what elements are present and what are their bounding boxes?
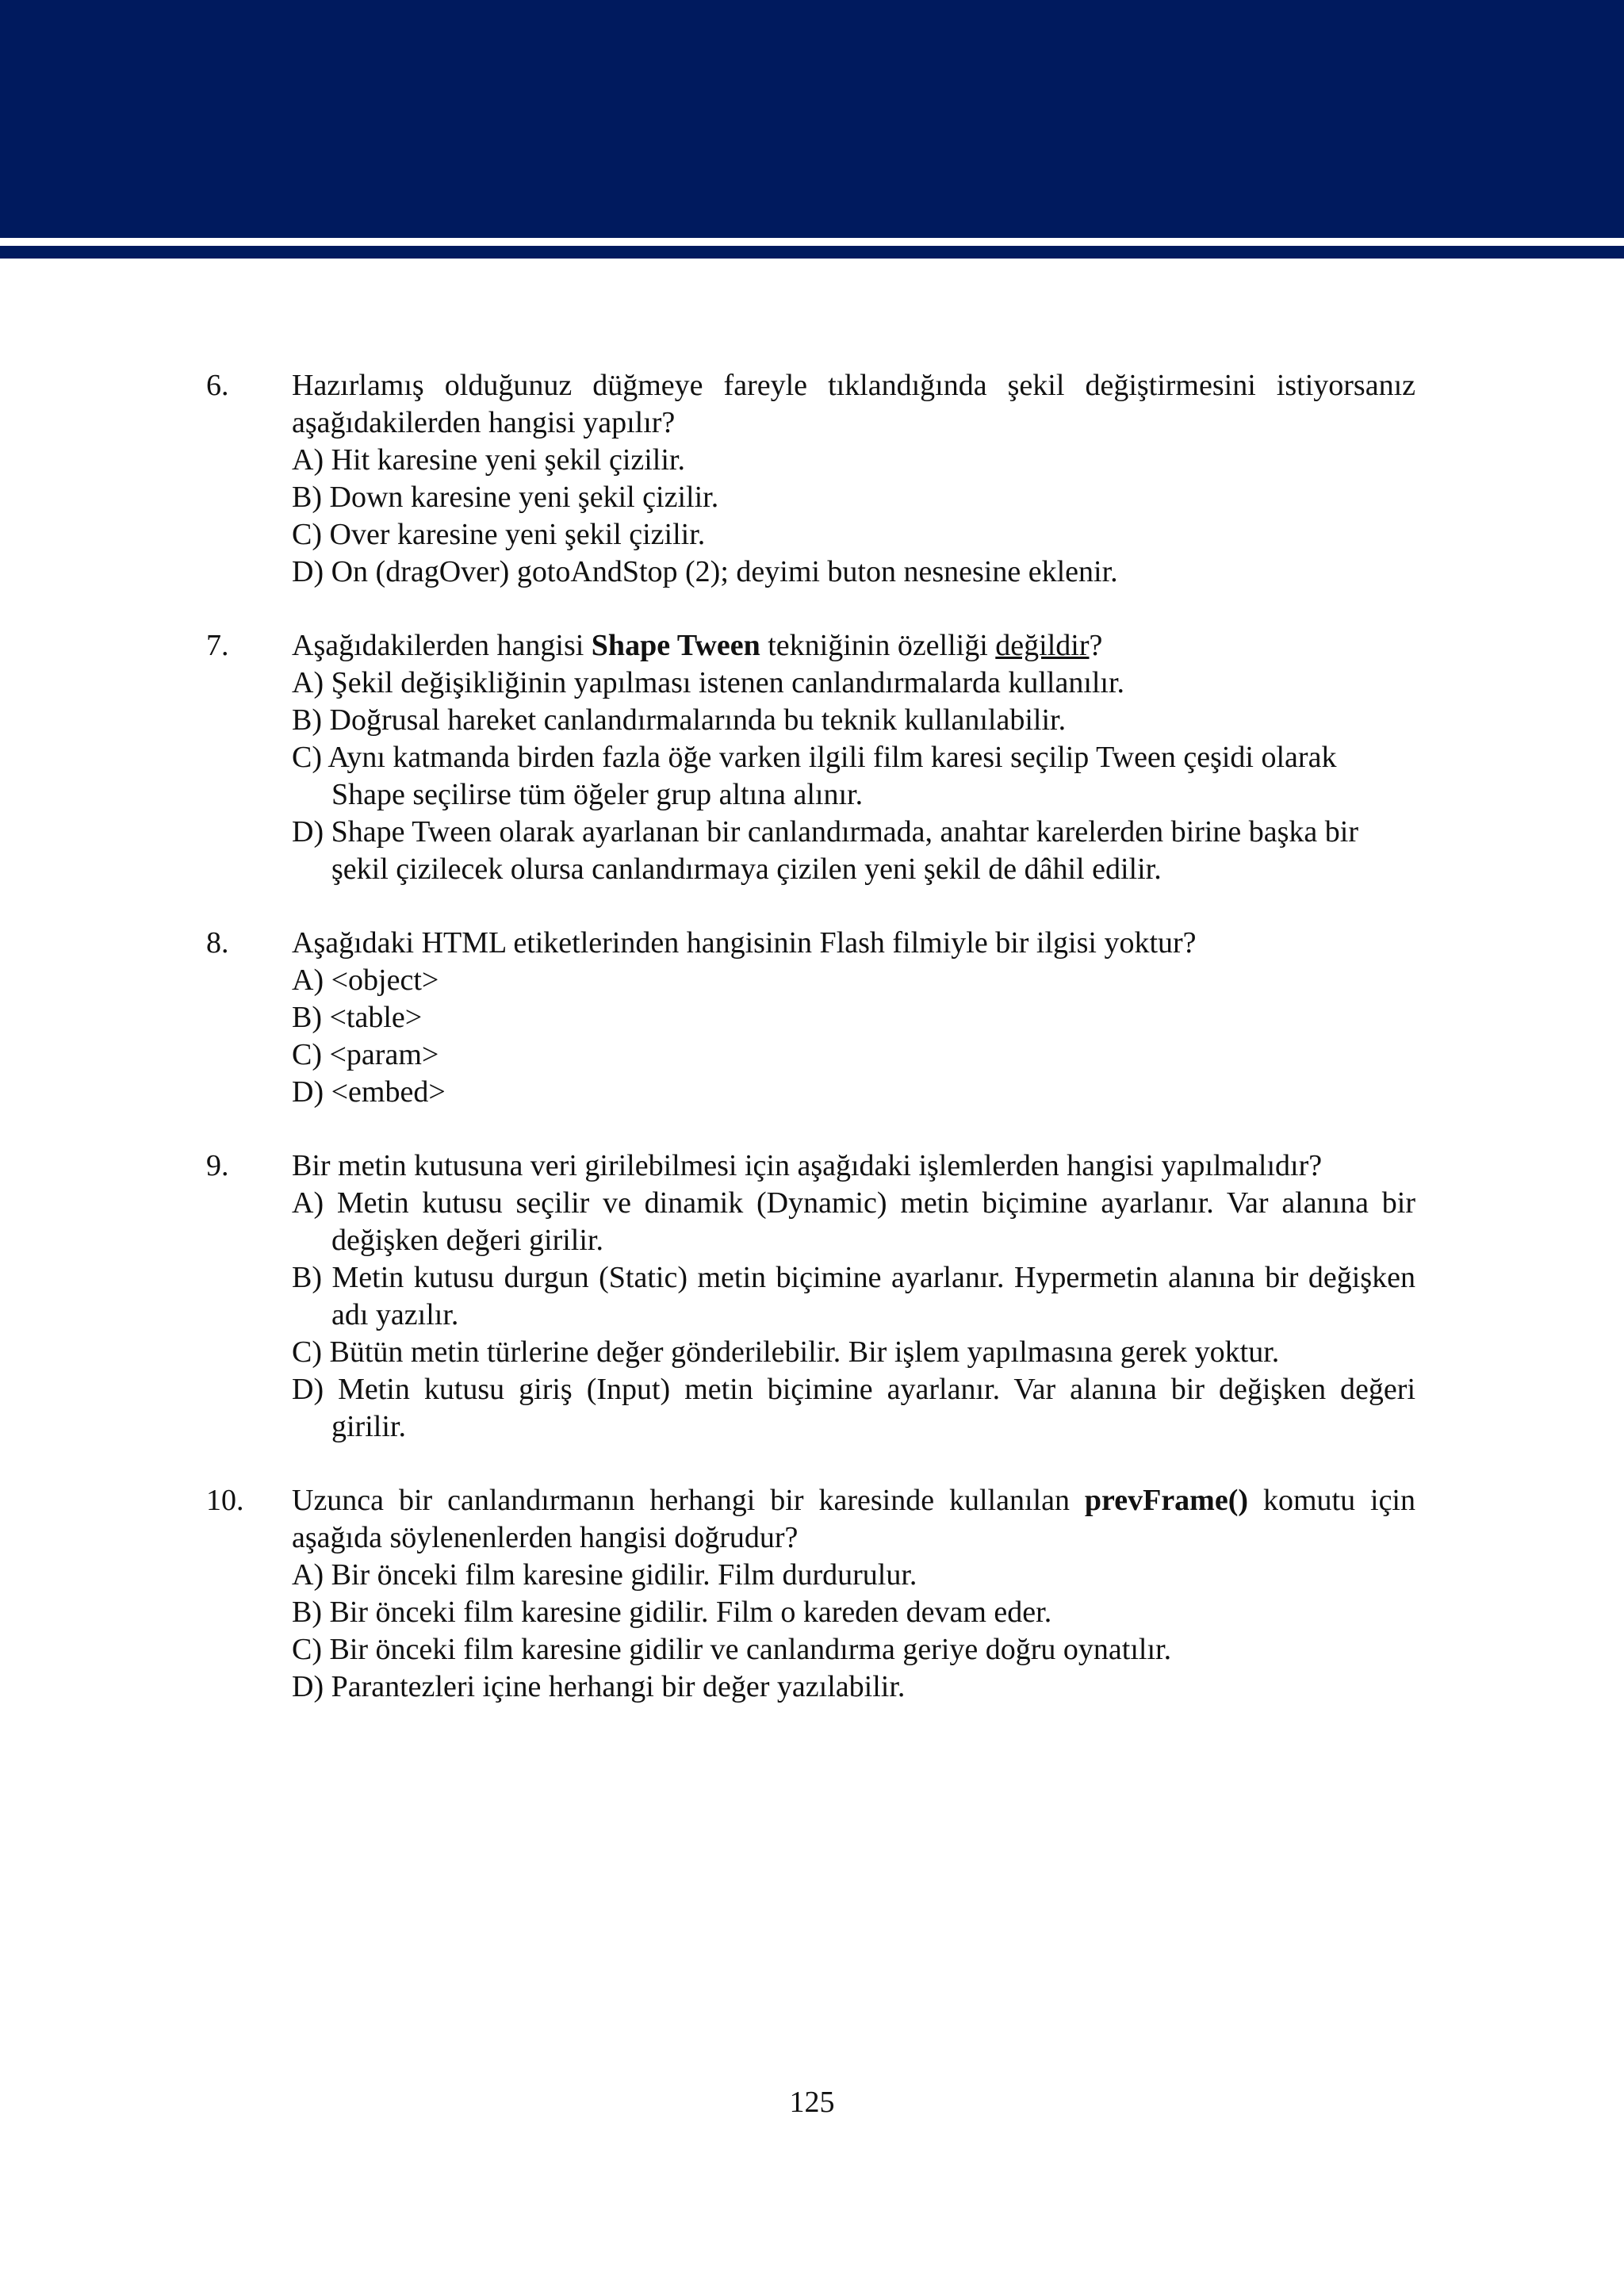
stem-underlined-word: değildir: [995, 629, 1090, 662]
question-stem: Aşağıdaki HTML etiketlerinden hangisinin Flash filmiyle bir ilgisi yoktur?: [292, 926, 1197, 960]
stem-bold-term: Shape Tween: [591, 629, 760, 662]
option-a: A) Bir önceki film karesine gidilir. Film durdurulur.: [292, 1558, 917, 1592]
option-b: B) Metin kutusu durgun (Static) metin biçimine ayarlanır. Hypermetin alanına bir değişken adı yazılır.: [292, 1261, 1415, 1331]
question-8: [206, 925, 1415, 1111]
option-d: D) Metin kutusu giriş (Input) metin biçimine ayarlanır. Var alanına bir değişken değeri girilir.: [292, 1373, 1415, 1443]
stem-text: Uzunca bir canlandırmanın herhangi bir karesinde kullanılan: [292, 1484, 1085, 1517]
option-a: A) <object>: [292, 964, 439, 997]
question-stem: [292, 627, 1415, 665]
header-stripe-blue: [0, 246, 1624, 259]
stem-text: komutu için aşağıda söylenenlerden hangisi doğrudur?: [292, 1484, 1415, 1554]
question-10: [206, 1482, 1415, 1706]
option-d: D) <embed>: [292, 1075, 446, 1109]
header-band: [0, 0, 1624, 238]
option-d: D) Parantezleri içine herhangi bir değer yazılabilir.: [292, 1670, 906, 1703]
question-number: 6.: [206, 369, 229, 402]
question-number: 7.: [206, 629, 229, 662]
question-stem: Hazırlamış olduğunuz düğmeye fareyle tıklandığında şekil değiştirmesini istiyorsanız aşağıdakilerden hangisi yapılır?: [292, 369, 1415, 439]
option-d: D) On (dragOver) gotoAndStop (2); deyimi buton nesnesine eklenir.: [292, 555, 1118, 588]
page-number: 125: [789, 2086, 835, 2119]
question-list: [206, 367, 1415, 1742]
option-a: A) Metin kutusu seçilir ve dinamik (Dynamic) metin biçimine ayarlanır. Var alanına bir değişken değeri girilir.: [292, 1186, 1415, 1257]
option-c: C) Over karesine yeni şekil çizilir.: [292, 518, 706, 551]
stem-text: tekniğinin özelliği: [760, 629, 996, 662]
question-stem: Bir metin kutusuna veri girilebilmesi için aşağıdaki işlemlerden hangisi yapılmalıdır?: [292, 1149, 1323, 1182]
question-7: [206, 627, 1415, 888]
stem-text: ?: [1089, 629, 1103, 662]
question-6: [206, 367, 1415, 591]
option-a: A) Şekil değişikliğinin yapılması istenen canlandırmalarda kullanılır.: [292, 666, 1125, 699]
question-number: 10.: [206, 1484, 244, 1517]
option-c: C) <param>: [292, 1038, 439, 1071]
option-b: B) Bir önceki film karesine gidilir. Film o kareden devam eder.: [292, 1596, 1052, 1629]
stem-bold-term: prevFrame(): [1084, 1484, 1249, 1517]
option-d: D) Shape Tween olarak ayarlanan bir canlandırmada, anahtar karelerden birine başka bir şekil çizilecek olursa canlandırmaya çizilen yeni şekil de dâhil edilir.: [292, 815, 1359, 886]
option-c: C) Aynı katmanda birden fazla öğe varken ilgili film karesi seçilip Tween çeşidi olarak Shape seçilirse tüm öğeler grup altına alınır.: [292, 741, 1337, 811]
stem-text: Aşağıdakilerden hangisi: [292, 629, 592, 662]
option-b: B) Down karesine yeni şekil çizilir.: [292, 481, 719, 514]
option-c: C) Bütün metin türlerine değer gönderilebilir. Bir işlem yapılmasına gerek yoktur.: [292, 1335, 1280, 1369]
option-b: B) <table>: [292, 1001, 423, 1034]
option-b: B) Doğrusal hareket canlandırmalarında bu teknik kullanılabilir.: [292, 703, 1067, 737]
question-number: 8.: [206, 926, 229, 960]
option-c: C) Bir önceki film karesine gidilir ve canlandırma geriye doğru oynatılır.: [292, 1633, 1172, 1666]
question-stem: [292, 1482, 1415, 1557]
header-stripe-white: [0, 238, 1624, 246]
option-a: A) Hit karesine yeni şekil çizilir.: [292, 443, 685, 477]
question-9: [206, 1147, 1415, 1446]
question-number: 9.: [206, 1149, 229, 1182]
